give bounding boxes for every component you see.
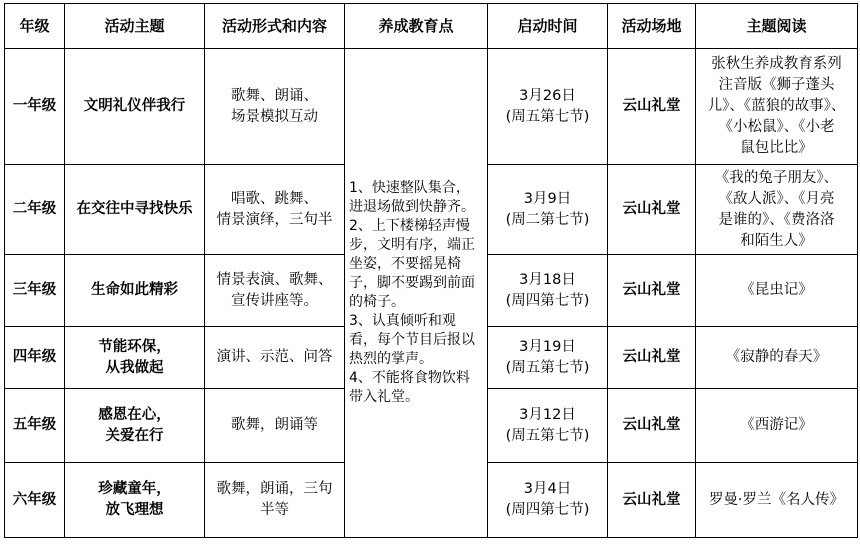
time-period: (周五第七节) xyxy=(505,108,590,125)
point-item: 1、快速整队集合，进退场做到快静齐。 xyxy=(349,180,475,215)
theme-line: 生命如此精彩 xyxy=(91,282,178,298)
venue-cell: 云山礼堂 xyxy=(608,49,696,165)
reading-line: 《寂静的春天》 xyxy=(725,349,828,365)
form-line: 场景模拟互动 xyxy=(231,108,318,125)
reading-line: 儿》、《蓝狼的故事》、 xyxy=(707,98,846,114)
reading-line: 注音版《狮子蓬头 xyxy=(718,77,835,93)
point-item: 2、上下楼梯轻声慢步，文明有序，端正坐姿，不要摇晃椅子，脚不要踢到前面的椅子。 xyxy=(349,218,475,310)
reading-line: 罗曼·罗兰《名人传》 xyxy=(708,491,845,508)
time-date: 3月26日 xyxy=(519,87,576,104)
time-period: (周五第七节) xyxy=(505,427,590,444)
reading-cell xyxy=(696,255,858,327)
reading-cell xyxy=(696,165,858,255)
theme-cell xyxy=(65,255,205,327)
reading-line: 是谁的》、《费洛洛 xyxy=(718,211,835,228)
time-period: (周四第七节) xyxy=(505,502,590,518)
theme-line: 文明礼仪伴我行 xyxy=(83,98,186,114)
form-cell xyxy=(205,389,345,463)
reading-line: 和陌生人》 xyxy=(740,232,813,249)
form-cell xyxy=(205,463,345,538)
header-venue: 活动场地 xyxy=(608,4,696,49)
theme-cell xyxy=(65,463,205,538)
form-cell xyxy=(205,165,345,255)
reading-line: 《西游记》 xyxy=(740,417,813,433)
grade-cell: 三年级 xyxy=(5,255,65,327)
header-time: 启动时间 xyxy=(488,4,608,49)
venue-cell: 云山礼堂 xyxy=(608,165,696,255)
theme-line: 放飞理想 xyxy=(105,502,164,518)
activity-schedule-table xyxy=(4,3,858,538)
theme-cell xyxy=(65,389,205,463)
theme-cell xyxy=(65,327,205,389)
venue-cell: 云山礼堂 xyxy=(608,255,696,327)
form-line: 情景表演、歌舞、 xyxy=(216,271,333,288)
form-line: 歌舞，朗诵，三句 xyxy=(216,481,333,497)
venue-cell: 云山礼堂 xyxy=(608,327,696,389)
time-cell xyxy=(488,389,608,463)
header-grade: 年级 xyxy=(5,4,65,49)
time-cell xyxy=(488,165,608,255)
reading-cell xyxy=(696,49,858,165)
grade-cell: 二年级 xyxy=(5,165,65,255)
grade-cell: 五年级 xyxy=(5,389,65,463)
time-date: 3月12日 xyxy=(519,406,576,423)
time-date: 3月19日 xyxy=(519,338,576,355)
reading-line: 张秋生养成教育系列 xyxy=(711,56,842,72)
points-cell xyxy=(345,49,488,538)
form-line: 歌舞，朗诵等 xyxy=(231,417,318,433)
time-period: (周二第七节) xyxy=(505,211,590,228)
form-cell xyxy=(205,49,345,165)
grade-cell: 一年级 xyxy=(5,49,65,165)
form-line: 半等 xyxy=(260,502,289,518)
time-period: (周四第七节) xyxy=(505,292,590,309)
header-reading: 主题阅读 xyxy=(696,4,858,49)
form-line: 唱歌、跳舞、 xyxy=(231,190,318,207)
venue-cell: 云山礼堂 xyxy=(608,463,696,538)
table-row xyxy=(5,49,858,165)
theme-cell xyxy=(65,165,205,255)
time-cell xyxy=(488,463,608,538)
time-cell xyxy=(488,49,608,165)
header-theme: 活动主题 xyxy=(65,4,205,49)
reading-cell xyxy=(696,389,858,463)
reading-line: 《小松鼠》、《小老 xyxy=(718,119,835,135)
theme-line: 在交往中寻找快乐 xyxy=(76,201,193,217)
form-cell xyxy=(205,327,345,389)
theme-line: 珍藏童年， xyxy=(98,481,171,497)
form-line: 情景演绎，三句半 xyxy=(216,211,333,228)
time-date: 3月18日 xyxy=(519,271,576,288)
venue-cell: 云山礼堂 xyxy=(608,389,696,463)
header-points: 养成教育点 xyxy=(345,4,488,49)
grade-cell: 四年级 xyxy=(5,327,65,389)
grade-cell: 六年级 xyxy=(5,463,65,538)
theme-line: 感恩在心， xyxy=(98,406,171,423)
header-form: 活动形式和内容 xyxy=(205,4,345,49)
form-line: 宣传讲座等。 xyxy=(231,292,318,309)
form-line: 演讲、示范、问答 xyxy=(216,349,333,365)
reading-cell xyxy=(696,327,858,389)
time-cell xyxy=(488,327,608,389)
form-line: 歌舞、朗诵、 xyxy=(231,87,318,104)
time-date: 3月4日 xyxy=(523,481,572,497)
theme-line: 从我做起 xyxy=(105,359,164,376)
theme-cell xyxy=(65,49,205,165)
reading-line: 《我的兔子朋友》、 xyxy=(714,169,839,186)
reading-line: 《敌人派》、《月亮 xyxy=(718,190,835,207)
theme-line: 节能环保， xyxy=(98,338,171,355)
time-period: (周五第七节) xyxy=(505,359,590,376)
reading-line: 鼠包比比》 xyxy=(740,140,813,156)
time-cell xyxy=(488,255,608,327)
theme-line: 关爱在行 xyxy=(105,427,164,444)
reading-line: 《昆虫记》 xyxy=(740,282,813,298)
time-date: 3月9日 xyxy=(523,190,572,207)
point-item: 3、认真倾听和观看，每个节目后报以热烈的掌声。 xyxy=(349,313,475,367)
header-row xyxy=(5,4,858,49)
form-cell xyxy=(205,255,345,327)
point-item: 4、不能将食物饮料带入礼堂。 xyxy=(349,370,470,405)
reading-cell xyxy=(696,463,858,538)
